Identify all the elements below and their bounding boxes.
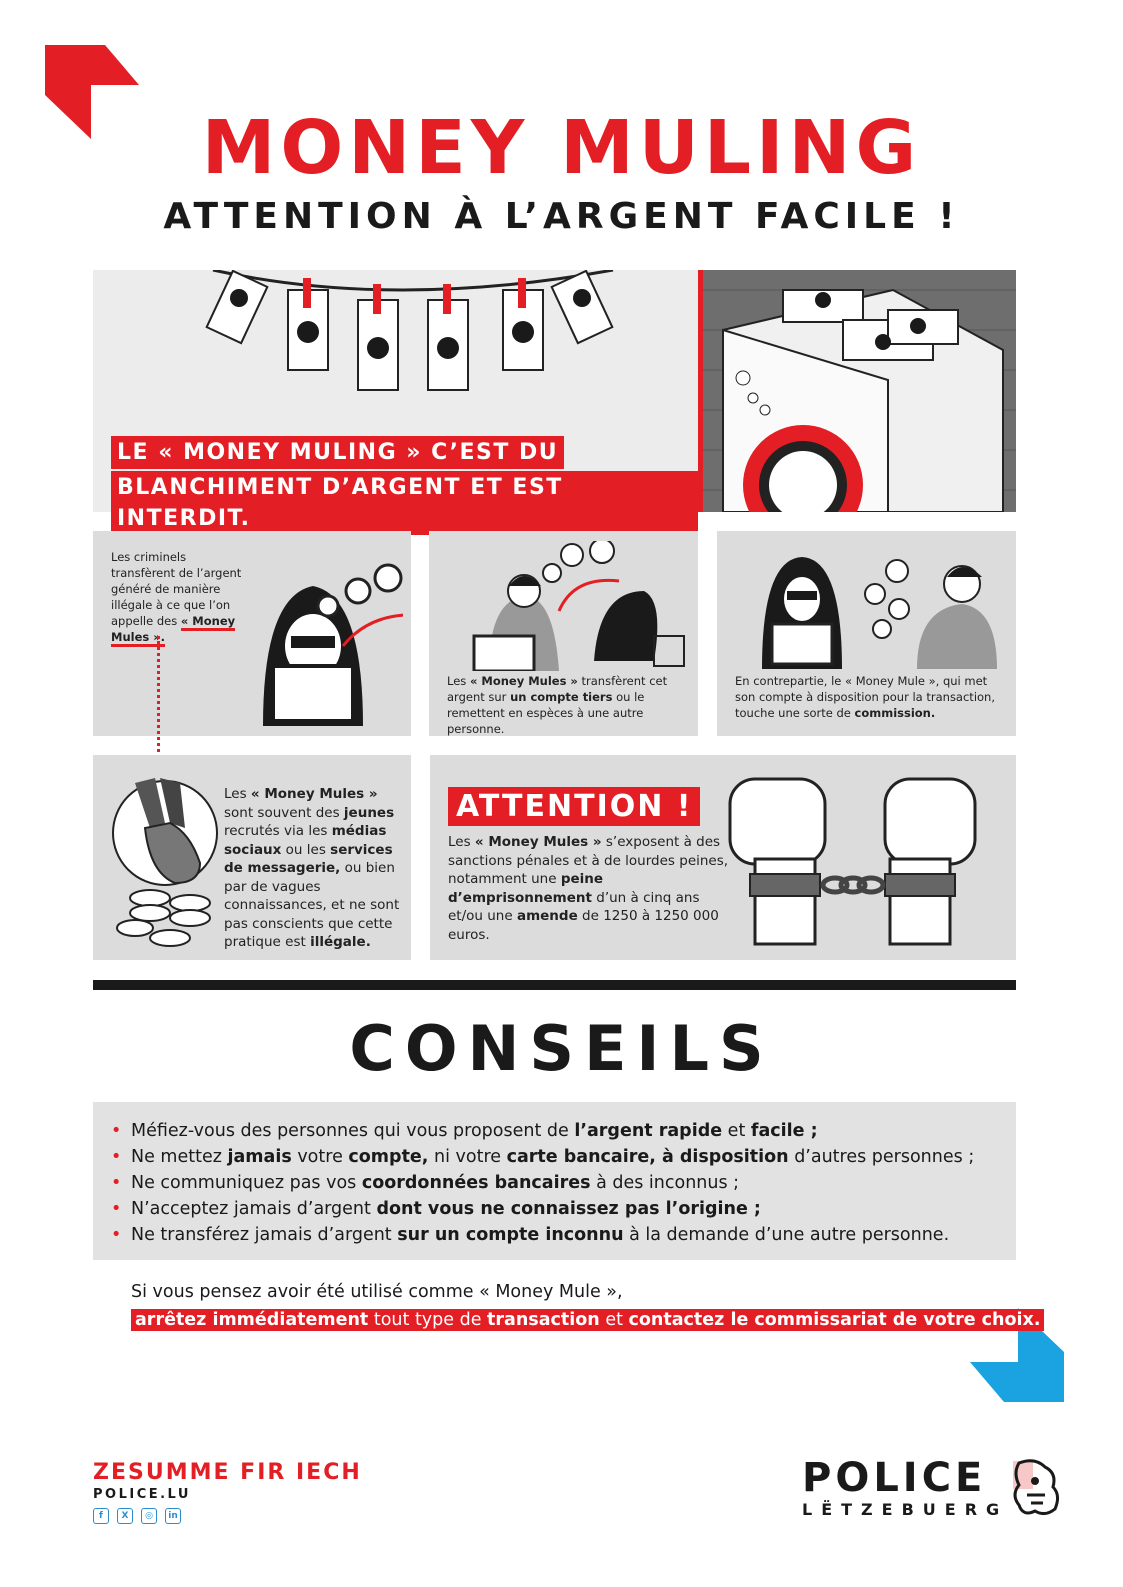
money-clothesline-illustration	[93, 270, 698, 440]
step-2-text-3: ou le remettent en espèces à une autre personne.	[447, 690, 645, 736]
tip-bold: carte bancaire, à disposition	[506, 1147, 789, 1167]
website-link[interactable]: POLICE.LU	[93, 1487, 191, 1502]
tip-text: Méfiez-vous des personnes qui vous proposent de	[131, 1121, 575, 1141]
tip-bold: dont vous ne connaissez pas l’origine ;	[376, 1199, 761, 1219]
footer-branding	[93, 1460, 362, 1524]
final-line-2	[131, 1309, 1044, 1331]
tip-item	[131, 1222, 1016, 1248]
final-bold-3: contactez le commissariat de votre choix.	[628, 1310, 1041, 1330]
hooded-criminal-icon	[203, 556, 403, 726]
final-line-1: Si vous pensez avoir été utilisé comme « Money Mule »,	[131, 1282, 623, 1302]
tip-bold: jamais	[227, 1147, 292, 1167]
page-subtitle: ATTENTION À L’ARGENT FACILE !	[163, 196, 960, 237]
police-logo-subtext: LËTZEBUERG	[802, 1500, 1009, 1519]
final-bold-2: transaction	[487, 1310, 600, 1330]
conseils-title: CONSEILS	[349, 1012, 774, 1085]
tip-bold: l’argent rapide	[574, 1121, 723, 1141]
money-mules-transfer-icon	[449, 541, 689, 671]
step-1-text: Les criminels transfèrent de l’argent généré de manière illégale à ce que l’on appelle des	[111, 550, 242, 628]
attention-label: ATTENTION !	[448, 787, 700, 826]
hero-line-2: BLANCHIMENT D’ARGENT ET EST INTERDIT.	[111, 471, 698, 535]
mules-bold-4: services de messagerie,	[224, 841, 393, 876]
step-2-text-1: Les	[447, 674, 470, 688]
attention-text-2: s’exposent à des sanctions pénales et à de lourdes peines, notamment une	[448, 834, 729, 887]
mules-bold-3: médias sociaux	[224, 823, 387, 858]
attention-bold-3: amende	[516, 908, 578, 924]
lion-crest-icon	[1005, 1455, 1065, 1519]
attention-bold-1: « Money Mules »	[474, 834, 602, 850]
step-2-bold-1: « Money Mules »	[469, 674, 578, 688]
section-divider	[93, 980, 1016, 990]
step-1-panel	[93, 531, 411, 736]
linkedin-icon[interactable]: in	[165, 1508, 181, 1524]
tip-text: d’autres personnes ;	[788, 1147, 975, 1167]
tip-item	[131, 1196, 1016, 1222]
instagram-icon[interactable]: ◎	[141, 1508, 157, 1524]
attention-text-3: d’un à cinq ans et/ou une	[448, 889, 700, 924]
tip-item	[131, 1144, 1016, 1170]
step-2-panel	[429, 531, 698, 736]
brand-slogan: ZESUMME FIR IECH	[93, 1460, 362, 1485]
facebook-icon[interactable]: f	[93, 1508, 109, 1524]
tip-bold: sur un compte inconnu	[397, 1225, 624, 1245]
mules-text-5: ou bien par de vagues connaissances, et ne sont pas conscients que cette pratique est	[224, 860, 400, 950]
social-icons	[93, 1508, 362, 1524]
mules-bold-1: « Money Mules »	[250, 786, 378, 802]
attention-text-4: de 1250 à 1250 000 euros.	[448, 908, 719, 943]
police-logo-text: POLICE	[802, 1455, 987, 1501]
hero-line-1: LE « MONEY MULING » C’EST DU	[111, 436, 564, 469]
tip-text: ni votre	[428, 1147, 507, 1167]
x-twitter-icon[interactable]: X	[117, 1508, 133, 1524]
tips-panel	[93, 1102, 1016, 1260]
tip-text: Ne mettez	[131, 1147, 228, 1167]
tip-item	[131, 1118, 1016, 1144]
mules-text-2: sont souvent des	[224, 804, 344, 821]
tip-text: Ne transférez jamais d’argent	[131, 1225, 398, 1245]
mules-bold-2: jeunes	[343, 804, 395, 821]
attention-panel	[430, 755, 1016, 960]
tip-text: et	[722, 1121, 751, 1141]
step-3-text: En contrepartie, le « Money Mule », qui met son compte à disposition pour la transaction, touche une sorte de	[735, 674, 995, 720]
step-2-text-2: transfèrent cet argent sur	[447, 674, 668, 704]
final-call-to-action	[131, 1278, 1044, 1334]
tip-bold: coordonnées bancaires	[361, 1173, 591, 1193]
tip-bold: facile ;	[750, 1121, 818, 1141]
final-text-2: et	[599, 1310, 629, 1330]
commission-exchange-icon	[757, 549, 997, 669]
tip-text: N’acceptez jamais d’argent	[131, 1199, 377, 1219]
donkey-with-coins-icon	[105, 773, 223, 953]
mules-text-3: recrutés via les	[224, 823, 332, 839]
washing-machine-illustration	[703, 270, 1016, 512]
step-2-bold-2: un compte tiers	[510, 690, 613, 704]
attention-bold-2: peine d’emprisonnement	[448, 871, 604, 906]
police-logo	[802, 1455, 1009, 1519]
step-1-highlight: « Money Mules ».	[111, 614, 235, 647]
tip-text: Ne communiquez pas vos	[131, 1173, 362, 1193]
tip-text: à la demande d’une autre personne.	[623, 1225, 950, 1245]
mules-text-1: Les	[224, 786, 251, 802]
step-3-panel	[717, 531, 1016, 736]
handcuffed-fists-icon	[725, 769, 985, 949]
mules-text-4: ou les	[281, 841, 331, 858]
page-title: MONEY MULING	[201, 105, 922, 191]
mules-bold-5: illégale.	[310, 934, 371, 950]
tip-item	[131, 1170, 1016, 1196]
tip-text: votre	[291, 1147, 349, 1167]
tip-bold: compte,	[348, 1147, 429, 1167]
tip-text: à des inconnus ;	[590, 1173, 740, 1193]
final-text-1: tout type de	[368, 1310, 488, 1330]
hero-panel	[93, 270, 698, 531]
final-bold-1: arrêtez immédiatement	[135, 1310, 369, 1330]
money-mules-panel	[93, 755, 411, 960]
step-3-bold: commission.	[854, 706, 936, 720]
attention-text-1: Les	[448, 834, 475, 850]
